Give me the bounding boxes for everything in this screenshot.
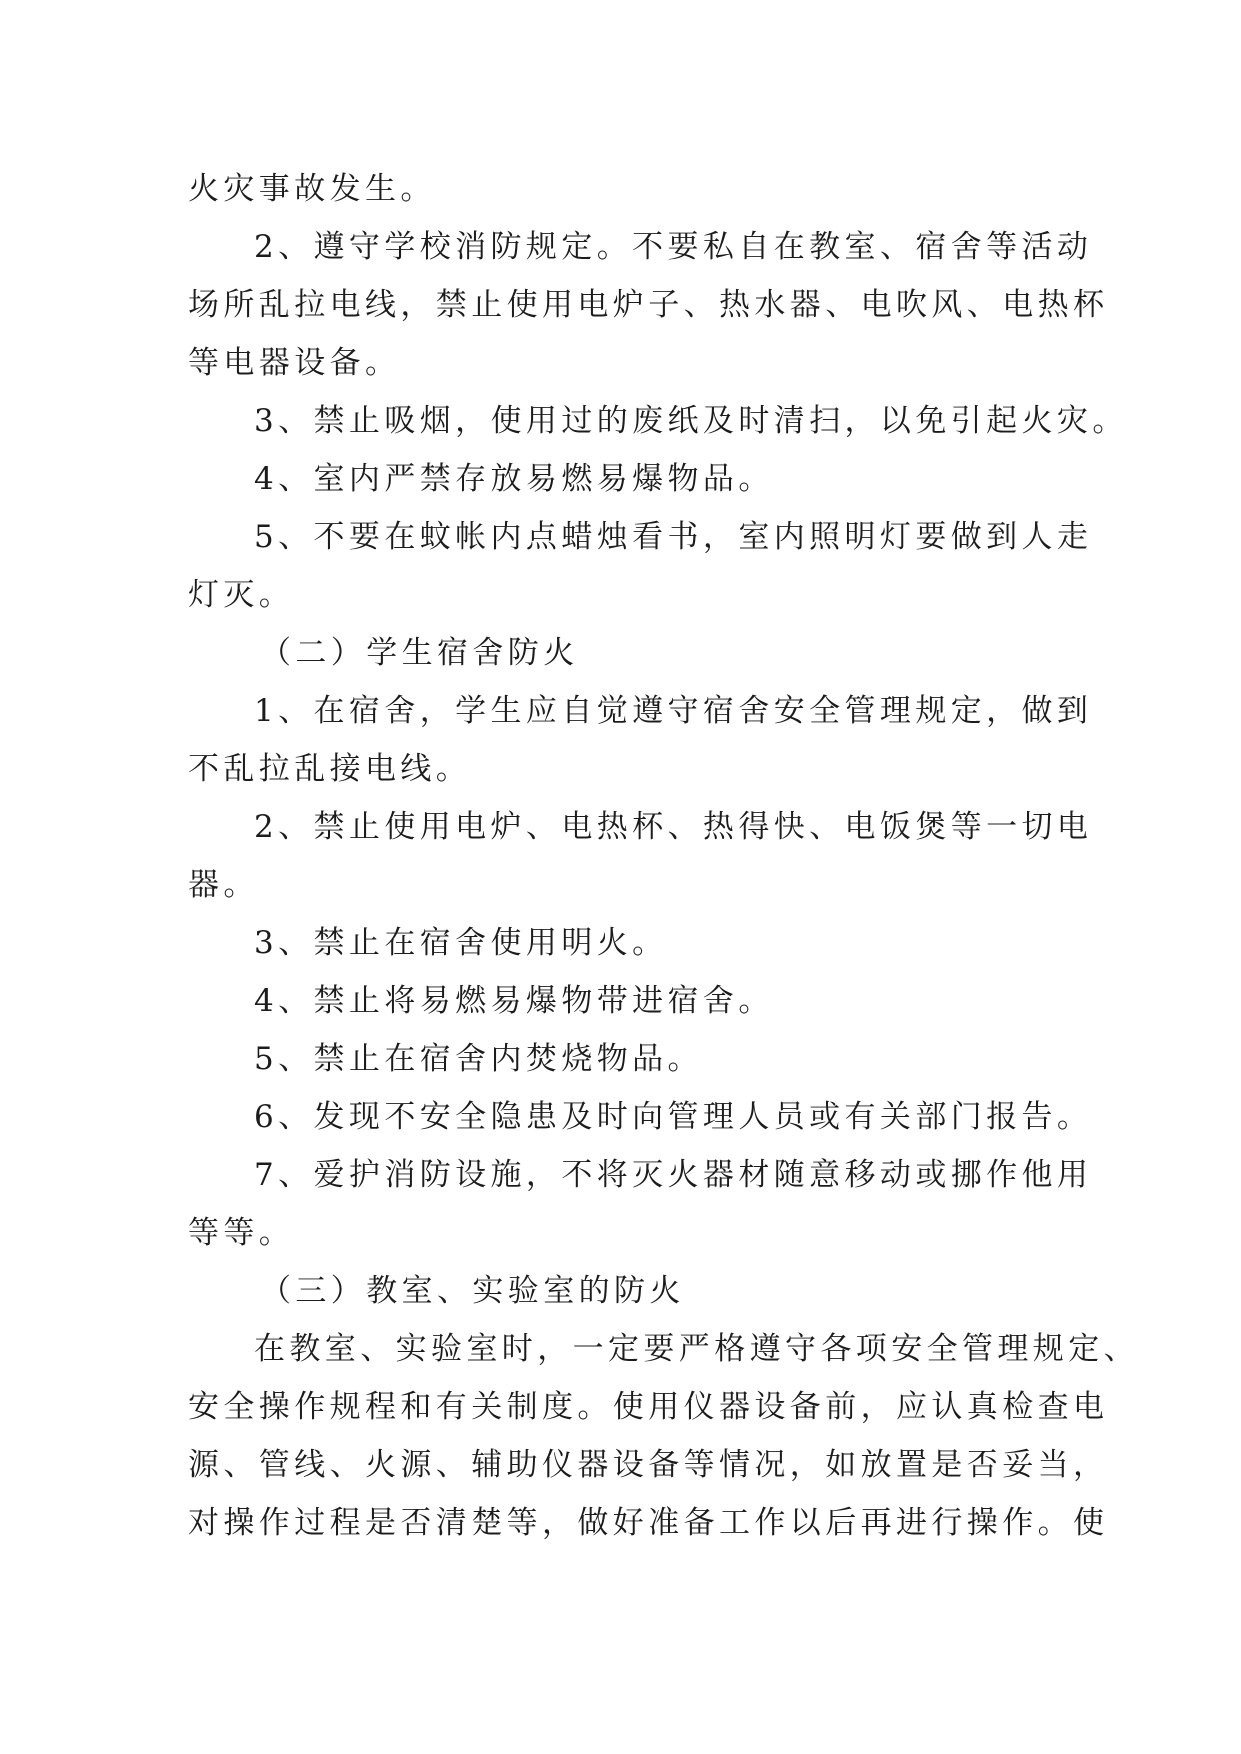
section-heading: （二）学生宿舍防火 (260, 635, 579, 671)
list-item: 7、爱护消防设施，不将灭火器材随意移动或挪作他用 (254, 1157, 1093, 1193)
text-line: 器。 (188, 867, 259, 903)
document-body (188, 160, 1139, 1552)
text-line: 不乱拉乱接电线。 (188, 751, 472, 787)
paragraph-line: 在教室、实验室时，一定要严格遵守各项安全管理规定、 (254, 1331, 1139, 1367)
list-item: 5、禁止在宿舍内焚烧物品。 (254, 1041, 703, 1077)
text-line: 源、管线、火源、辅助仪器设备等情况，如放置是否妥当， (188, 1447, 1109, 1483)
text-line: 等电器设备。 (188, 345, 401, 381)
section-heading: （三）教室、实验室的防火 (260, 1273, 685, 1309)
list-item: 6、发现不安全隐患及时向管理人员或有关部门报告。 (254, 1099, 1093, 1135)
list-item: 1、在宿舍，学生应自觉遵守宿舍安全管理规定，做到 (254, 693, 1093, 729)
text-line: 火灾事故发生。 (188, 171, 436, 207)
list-item: 4、禁止将易燃易爆物带进宿舍。 (254, 983, 774, 1019)
text-line: 灯灭。 (188, 577, 295, 613)
list-item: 3、禁止吸烟，使用过的废纸及时清扫，以免引起火灾。 (254, 403, 1128, 439)
text-line: 场所乱拉电线，禁止使用电炉子、热水器、电吹风、电热杯 (188, 287, 1109, 323)
text-line: 对操作过程是否清楚等，做好准备工作以后再进行操作。使 (188, 1505, 1109, 1541)
list-item: 4、室内严禁存放易燃易爆物品。 (254, 461, 774, 497)
list-item: 2、遵守学校消防规定。不要私自在教室、宿舍等活动 (254, 229, 1093, 265)
list-item: 5、不要在蚊帐内点蜡烛看书，室内照明灯要做到人走 (254, 519, 1093, 555)
list-item: 2、禁止使用电炉、电热杯、热得快、电饭煲等一切电 (254, 809, 1093, 845)
text-line: 等等。 (188, 1215, 295, 1251)
text-line: 安全操作规程和有关制度。使用仪器设备前，应认真检查电 (188, 1389, 1109, 1425)
list-item: 3、禁止在宿舍使用明火。 (254, 925, 668, 961)
